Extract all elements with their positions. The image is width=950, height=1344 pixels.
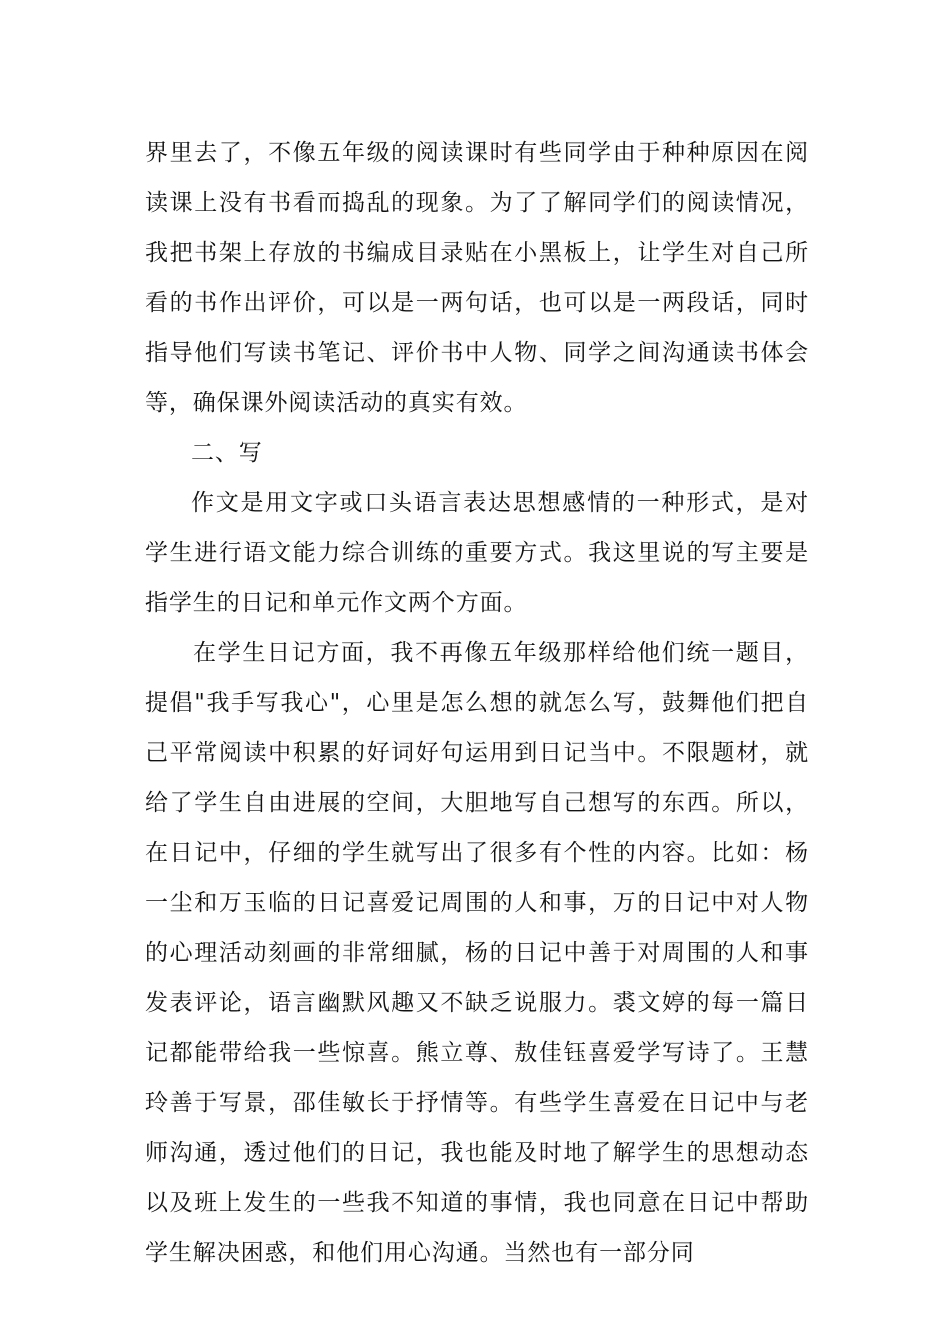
paragraph-composition-intro: 作文是用文字或口头语言表达思想感情的一种形式，是对学生进行语文能力综合训练的重要方式。我这里说的写主要是指学生的日记和单元作文两个方面。 — [145, 490, 809, 616]
paragraph-reading-continuation: 界里去了，不像五年级的阅读课时有些同学由于种种原因在阅读课上没有书看而捣乱的现象。为了了解同学们的阅读情况，我把书架上存放的书编成目录贴在小黑板上，让学生对自己所看的书作出评价，可以是一两句话，也可以是一两段话，同时指导他们写读书笔记、评价书中人物、同学之间沟通读书体会等，确保课外阅读活动的真实有效。 — [145, 140, 809, 416]
section-heading-writing: 二、写 — [191, 440, 263, 466]
document-body — [145, 128, 809, 1278]
paragraph-student-diaries: 在学生日记方面，我不再像五年级那样给他们统一题目，提倡"我手写我心"，心里是怎么想的就怎么写，鼓舞他们把自己平常阅读中积累的好词好句运用到日记当中。不限题材，就给了学生自由进展的空间，大胆地写自己想写的东西。所以，在日记中，仔细的学生就写出了很多有个性的内容。比如：杨一尘和万玉临的日记喜爱记周围的人和事，万的日记中对人物的心理活动刻画的非常细腻，杨的日记中善于对周围的人和事发表评论，语言幽默风趣又不缺乏说服力。裘文婷的每一篇日记都能带给我一些惊喜。熊立尊、敖佳钰喜爱学写诗了。王慧玲善于写景，邵佳敏长于抒情等。有些学生喜爱在日记中与老师沟通，透过他们的日记，我也能及时地了解学生的思想动态以及班上发生的一些我不知道的事情，我也同意在日记中帮助学生解决困惑，和他们用心沟通。当然也有一部分同 — [145, 640, 809, 1266]
